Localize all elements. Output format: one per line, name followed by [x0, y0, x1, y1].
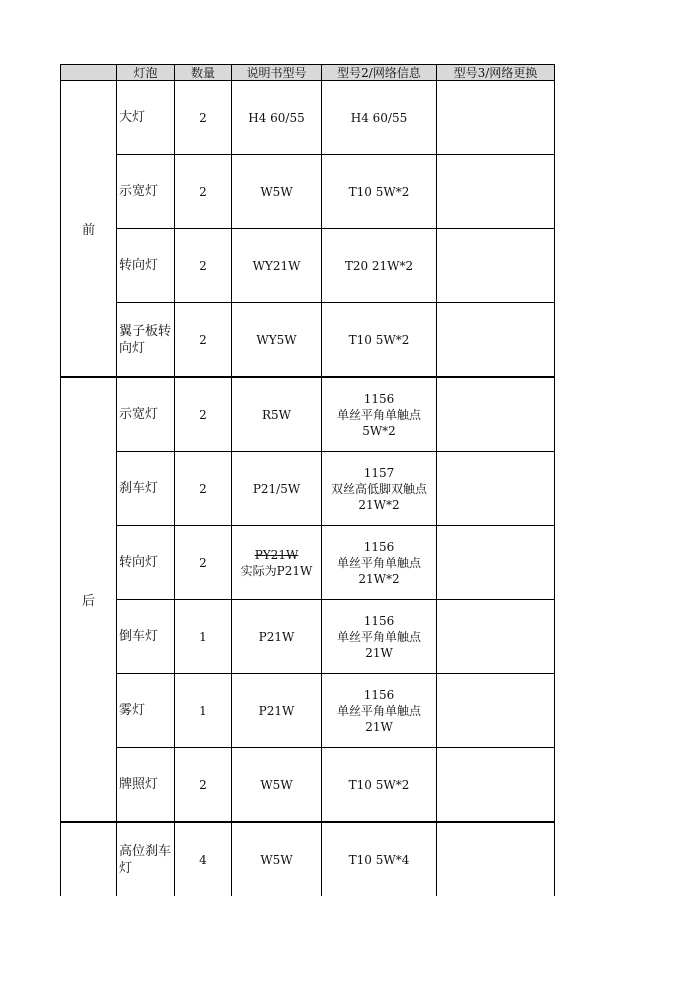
table-row	[61, 600, 555, 674]
model2-net-cell	[322, 452, 437, 526]
bulb-name-cell: 示宽灯	[117, 377, 175, 452]
model2-net-line: 21W*2	[358, 497, 400, 512]
manual-model-cell	[232, 155, 322, 229]
quantity-cell: 2	[175, 155, 232, 229]
bulb-name-cell: 雾灯	[117, 674, 175, 748]
table-row	[61, 81, 555, 155]
table-row	[61, 674, 555, 748]
manual-model-line: P21W	[258, 629, 295, 644]
bulb-name-cell: 高位刹车灯	[117, 822, 175, 896]
model3-net-cell	[437, 303, 555, 378]
model2-net-cell	[322, 155, 437, 229]
model3-net-cell	[437, 155, 555, 229]
table-row	[61, 526, 555, 600]
table-row	[61, 748, 555, 823]
header-position	[61, 65, 117, 81]
position-cell: 后	[61, 377, 117, 822]
quantity-cell: 1	[175, 674, 232, 748]
table-row	[61, 155, 555, 229]
model2-net-line: 单丝平角单触点	[336, 555, 421, 570]
model2-net-line: 5W*2	[362, 423, 396, 438]
header-quantity: 数量	[175, 65, 232, 81]
manual-model-line: WY21W	[252, 258, 301, 273]
model2-net-line: T20 21W*2	[344, 258, 414, 273]
model2-net-line: 1156	[363, 539, 395, 554]
model2-net-line: T10 5W*2	[348, 777, 410, 792]
manual-model-line: WY5W	[256, 332, 297, 347]
manual-model-cell	[232, 303, 322, 378]
model2-net-cell	[322, 229, 437, 303]
model2-net-cell	[322, 748, 437, 823]
quantity-cell: 2	[175, 452, 232, 526]
model2-net-line: 21W	[365, 719, 393, 734]
model3-net-cell	[437, 229, 555, 303]
quantity-cell: 1	[175, 600, 232, 674]
model2-net-line: T10 5W*4	[348, 852, 410, 867]
manual-model-line: W5W	[260, 184, 293, 199]
bulb-name-cell: 大灯	[117, 81, 175, 155]
table-body	[61, 81, 555, 897]
model2-net-cell	[322, 674, 437, 748]
position-cell	[61, 822, 117, 896]
model3-net-cell	[437, 452, 555, 526]
model2-net-cell	[322, 377, 437, 452]
model2-net-line: T10 5W*2	[348, 184, 410, 199]
model2-net-cell	[322, 303, 437, 378]
manual-model-cell	[232, 822, 322, 896]
model2-net-line: 21W	[365, 645, 393, 660]
quantity-cell: 2	[175, 303, 232, 378]
model2-net-line: 1156	[363, 613, 395, 628]
quantity-cell: 2	[175, 81, 232, 155]
model2-net-line: 1156	[363, 687, 395, 702]
table-row	[61, 303, 555, 378]
manual-model-cell	[232, 748, 322, 823]
bulb-name-cell: 转向灯	[117, 526, 175, 600]
table-row	[61, 452, 555, 526]
manual-model-cell	[232, 81, 322, 155]
manual-model-line: P21/5W	[252, 481, 301, 496]
manual-model-cell	[232, 229, 322, 303]
model2-net-cell	[322, 822, 437, 896]
bulb-table	[60, 64, 555, 896]
quantity-cell: 2	[175, 229, 232, 303]
model2-net-cell	[322, 81, 437, 155]
model3-net-cell	[437, 748, 555, 823]
table-row	[61, 377, 555, 452]
header-bulb: 灯泡	[117, 65, 175, 81]
manual-model-line: H4 60/55	[248, 110, 305, 125]
model2-net-cell	[322, 526, 437, 600]
bulb-name-cell: 倒车灯	[117, 600, 175, 674]
header-model3-net: 型号3/网络更换	[437, 65, 555, 81]
model2-net-line: 1156	[363, 391, 395, 406]
manual-model-cell	[232, 377, 322, 452]
struck-model-text: PY21W	[254, 547, 299, 562]
model2-net-line: 双丝高低脚双触点	[330, 481, 427, 496]
bulb-spec-sheet	[60, 64, 554, 896]
model3-net-cell	[437, 822, 555, 896]
manual-model-line: R5W	[261, 407, 291, 422]
model3-net-cell	[437, 81, 555, 155]
quantity-cell: 2	[175, 748, 232, 823]
quantity-cell: 2	[175, 377, 232, 452]
header-row	[61, 65, 555, 81]
table-row	[61, 822, 555, 896]
model3-net-cell	[437, 526, 555, 600]
bulb-name-cell: 刹车灯	[117, 452, 175, 526]
table-row	[61, 229, 555, 303]
model2-net-cell	[322, 600, 437, 674]
manual-model-cell	[232, 674, 322, 748]
model3-net-cell	[437, 377, 555, 452]
manual-model-cell	[232, 526, 322, 600]
model2-net-line: H4 60/55	[350, 110, 408, 125]
bulb-name-cell: 示宽灯	[117, 155, 175, 229]
header-model2-net: 型号2/网络信息	[322, 65, 437, 81]
model3-net-cell	[437, 674, 555, 748]
manual-model-line: 实际为P21W	[240, 563, 313, 578]
quantity-cell: 4	[175, 822, 232, 896]
model2-net-line: 单丝平角单触点	[336, 407, 421, 422]
model2-net-line: 21W*2	[358, 571, 400, 586]
quantity-cell: 2	[175, 526, 232, 600]
manual-model-line: W5W	[260, 852, 293, 867]
manual-model-line: W5W	[260, 777, 293, 792]
manual-model-cell	[232, 600, 322, 674]
model2-net-line: T10 5W*2	[348, 332, 410, 347]
manual-model-line: P21W	[258, 703, 295, 718]
model2-net-line: 1157	[363, 465, 395, 480]
header-manual-model: 说明书型号	[232, 65, 322, 81]
bulb-name-cell: 转向灯	[117, 229, 175, 303]
model2-net-line: 单丝平角单触点	[336, 629, 421, 644]
position-cell: 前	[61, 81, 117, 378]
manual-model-cell	[232, 452, 322, 526]
bulb-name-cell: 牌照灯	[117, 748, 175, 823]
model3-net-cell	[437, 600, 555, 674]
model2-net-line: 单丝平角单触点	[336, 703, 421, 718]
bulb-name-cell: 翼子板转向灯	[117, 303, 175, 378]
